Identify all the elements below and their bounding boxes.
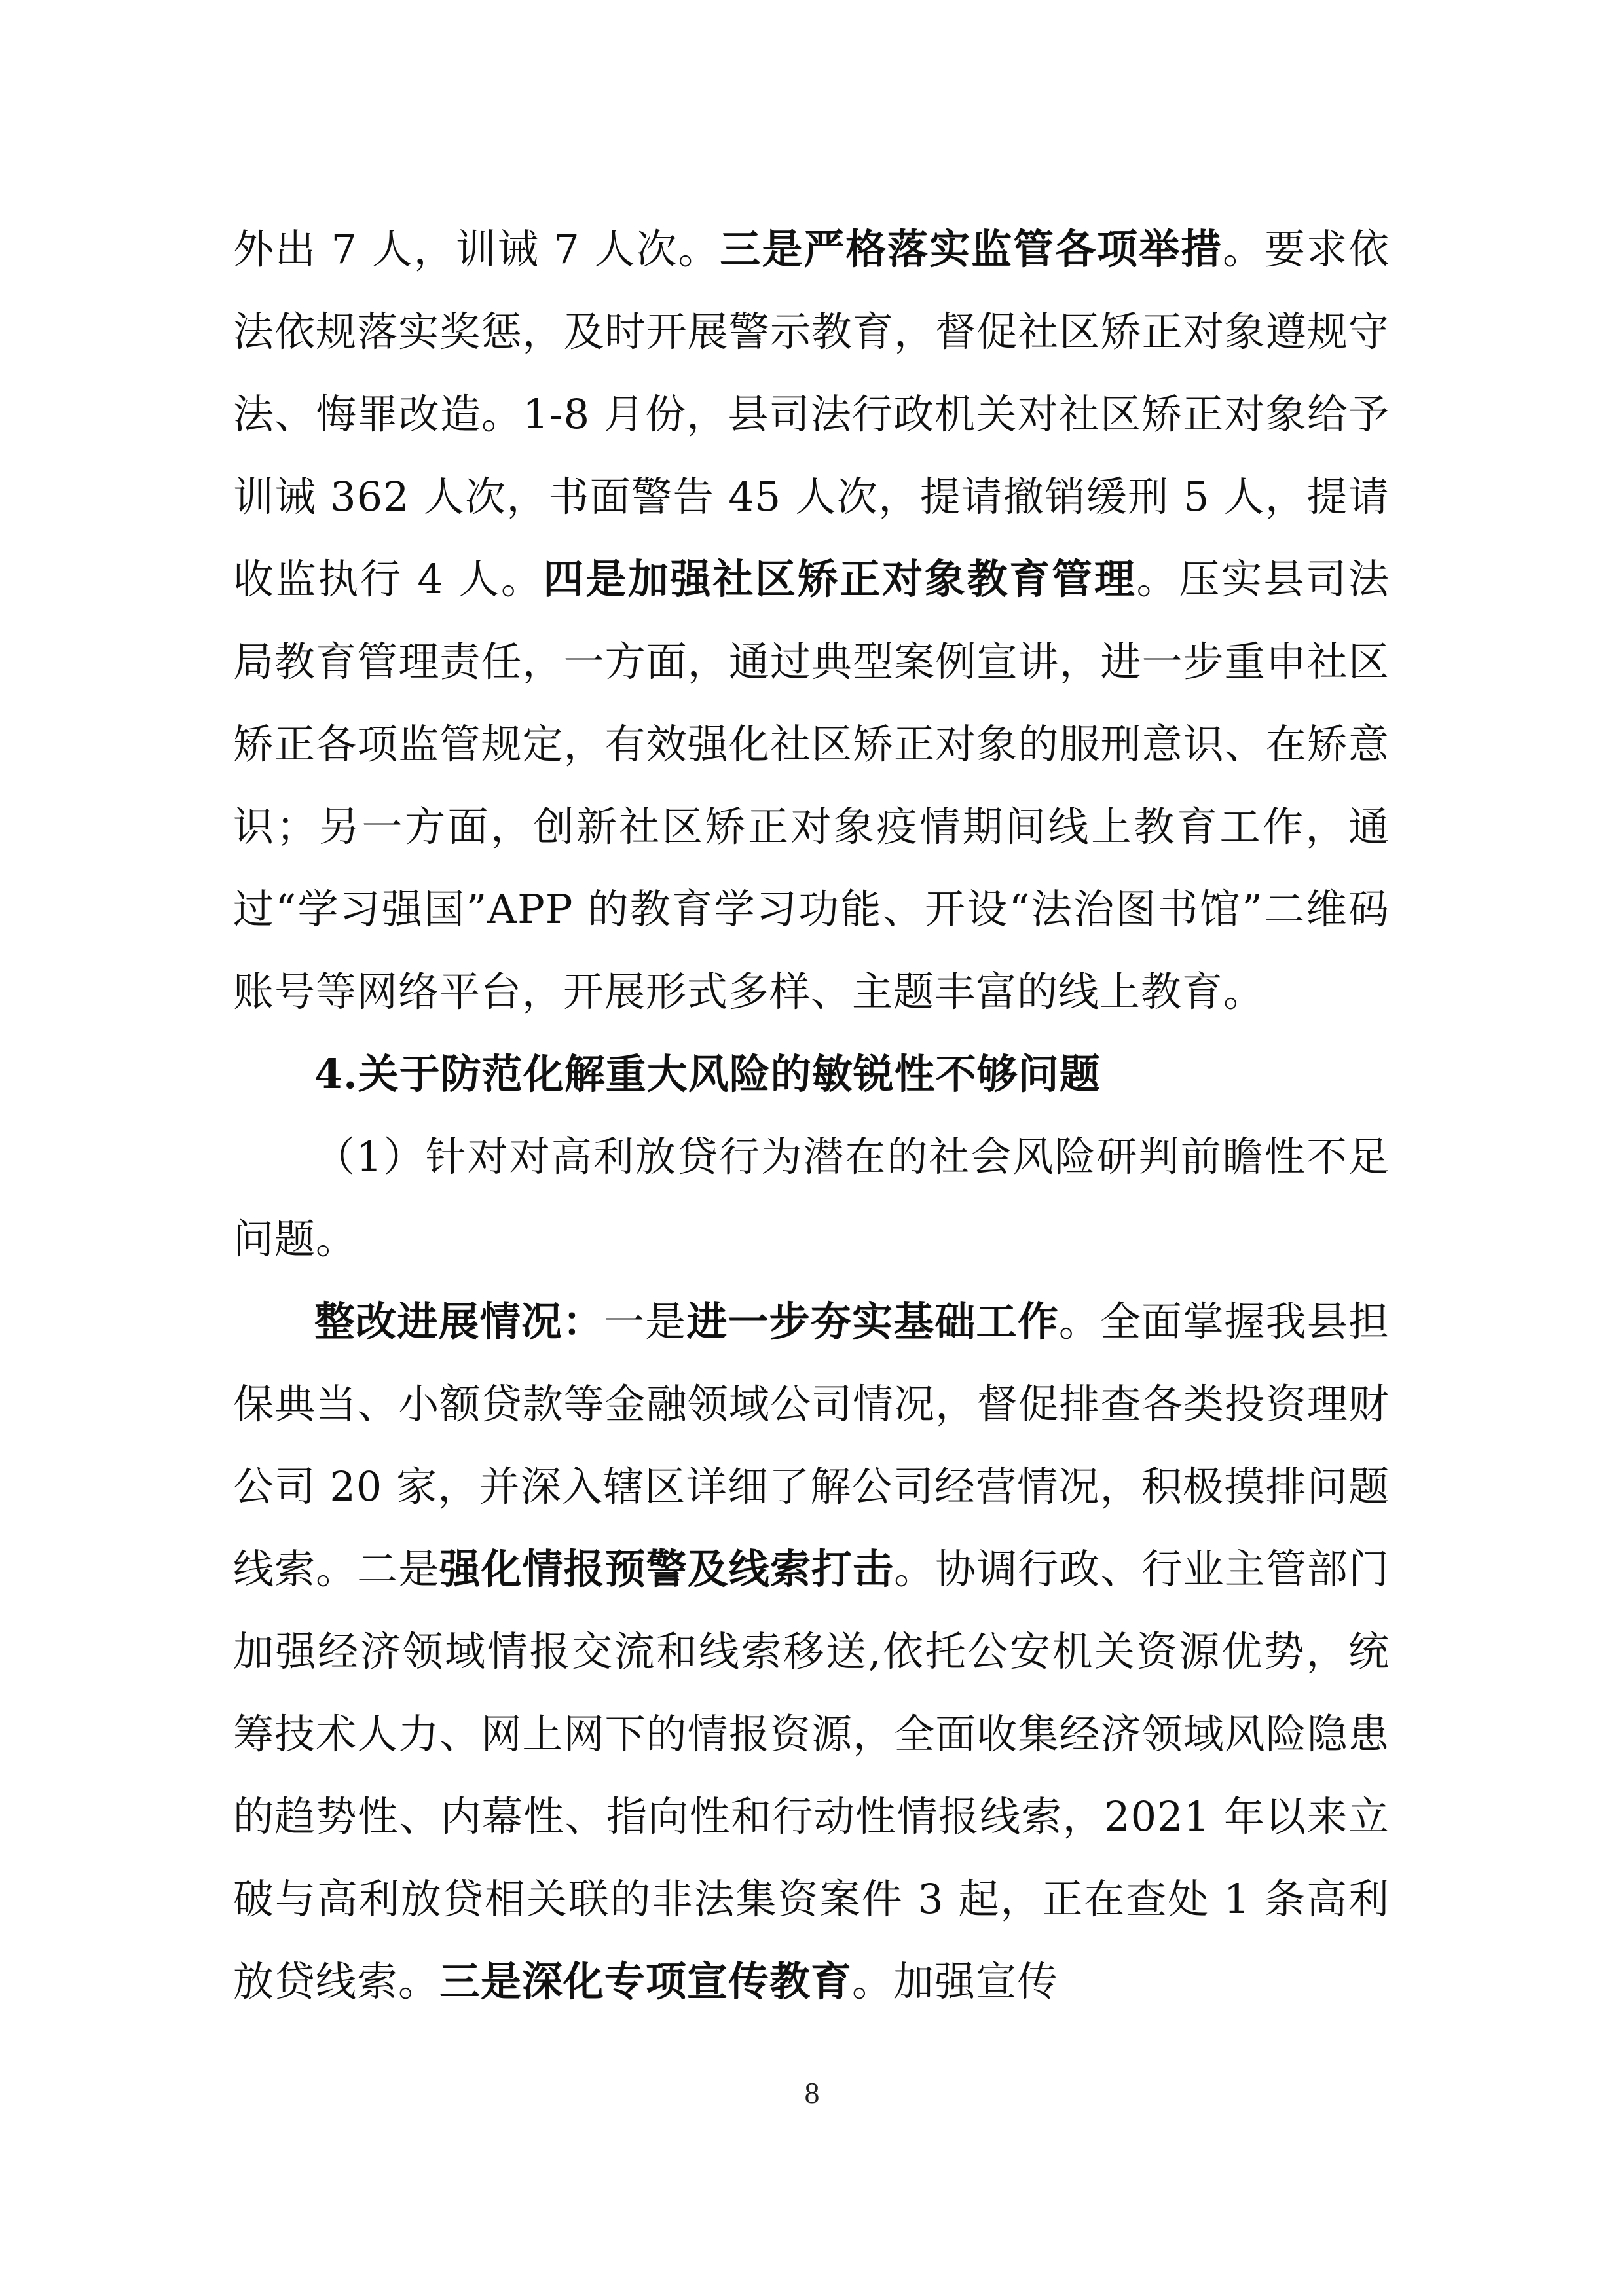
bold-point-two: 强化情报预警及线索打击: [439, 1545, 895, 1593]
section-heading-4: 4.关于防范化解重大风险的敏锐性不够问题: [314, 1050, 1101, 1098]
text-segment: 一是: [604, 1298, 687, 1345]
document-body: [233, 208, 1390, 2023]
bold-point-four: 四是加强社区矫正对象教育管理: [543, 555, 1137, 603]
paragraph-supervision: [233, 208, 1390, 1033]
text-segment: 。要求依法依规落实奖惩，及时开展警示教育，督促社区矫正对象遵规守法、悔罪改造。1-8 月份，县司法行政机关对社区矫正对象给予训诫 362 人次，书面警告 45 人次，提请撤销缓刑 5 人，提请收监执行 4 人。: [233, 225, 1390, 603]
text-segment: 。协调行政、行业主管部门加强经济领域情报交流和线索移送,依托公安机关资源优势，统筹技术人力、网上网下的情报资源，全面收集经济领域风险隐患的趋势性、内幕性、指向性和行动性情报线索，2021 年以来立破与高利放贷相关联的非法集资案件 3 起，正在查处 1 条高利放贷线索。: [233, 1545, 1390, 2005]
text-segment: 。全面掌握我县担保典当、小额贷款等金融领域公司情况，督促排查各类投资理财公司 20 家，并深入辖区详细了解公司经营情况，积极摸排问题线索。二是: [233, 1298, 1390, 1593]
text-segment: 。加强宣传: [852, 1958, 1059, 2005]
bold-point-three: 三是严格落实监管各项举措: [720, 225, 1223, 273]
subheading-1: （1）针对对高利放贷行为潜在的社会风险研判前瞻性不足问题。: [233, 1133, 1390, 1263]
paragraph-progress: [233, 1281, 1390, 2023]
bold-point-three-b: 三是深化专项宣传教育: [439, 1958, 853, 2005]
page-number: 8: [804, 2076, 820, 2109]
text-segment: 。压实县司法局教育管理责任，一方面，通过典型案例宣讲，进一步重申社区矫正各项监管规定，有效强化社区矫正对象的服刑意识、在矫意识；另一方面，创新社区矫正对象疫情期间线上教育工作，通过“学习强国”APP 的教育学习功能、开设“法治图书馆”二维码账号等网络平台，开展形式多样、主题丰富的线上教育。: [233, 555, 1390, 1015]
bold-point-one: 进一步夯实基础工作: [686, 1298, 1059, 1345]
text-segment: 外出 7 人，训诫 7 人次。: [233, 225, 720, 273]
bold-label-progress: 整改进展情况：: [314, 1298, 604, 1345]
